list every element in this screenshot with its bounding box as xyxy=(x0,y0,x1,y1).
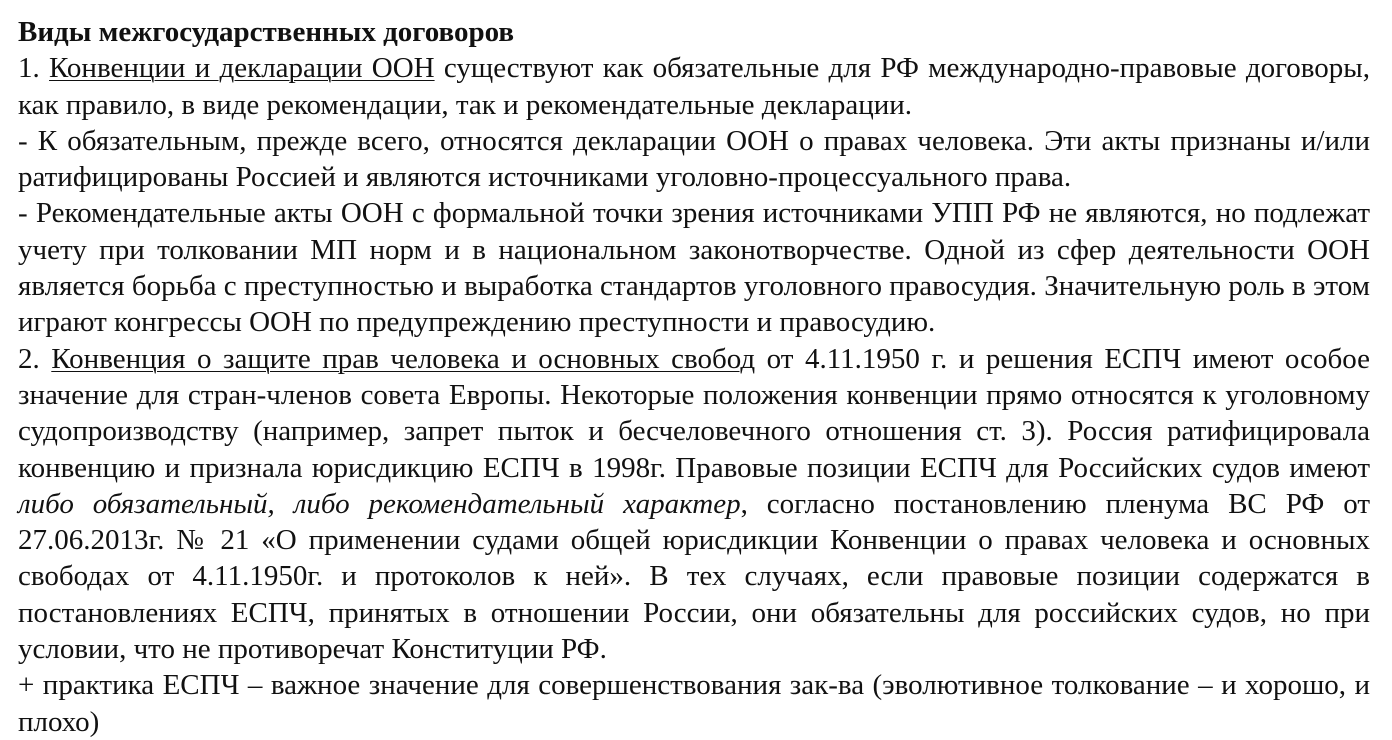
paragraph-2-text-after-italic: , согласно постановлению пленума ВС РФ от 27.06.2013г. № 21 «О применении судами общей юрисдикции Конвенции о правах человека и основных свободах от 4.11.1950г. и протоколов к ней». В тех случаях, если правовые позиции содержатся в постановлениях ЕСПЧ, принятых в отношении России, они обязательны для российских судов, но при условии, что не противоречат Конституции РФ. xyxy=(18,487,1370,666)
paragraph-3: + практика ЕСПЧ – важное значение для совершенствования зак-ва (эволютивное толкование – и хорошо, и плохо) xyxy=(18,669,1370,738)
paragraph-2 xyxy=(18,341,1370,668)
paragraph-1-underlined-term: Конвенции и декларации ООН xyxy=(49,52,435,85)
paragraph-1a: - К обязательным, прежде всего, относятся декларации ООН о правах человека. Эти акты признаны и/или ратифицированы Россией и являются источниками уголовно-процессуального права. xyxy=(18,124,1370,194)
paragraph-2-underlined-term: Конвенция о защите прав человека и основных свобод xyxy=(51,342,756,375)
paragraph-1b: - Рекомендательные акты ООН с формальной точки зрения источниками УПП РФ не являются, но подлежат учету при толковании МП норм и в национальном законотворчестве. Одной из сфер деятельности ООН является борьба с преступностью и выработка стандартов уголовного правосудия. Значительную роль в этом играют конгрессы ООН по предупреждению преступности и правосудию. xyxy=(18,197,1370,339)
paragraph-2-text-before-italic: от 4.11.1950 г. и решения ЕСПЧ имеют особое значение для стран-членов совета Европы. Некоторые положения конвенции прямо относятся к уголовному судопроизводству (например, запрет пыток и бесчеловечного отношения ст. 3). Россия ратифицировала конвенцию и признала юрисдикцию ЕСПЧ в 1998г. Правовые позиции ЕСПЧ для Российских судов имеют xyxy=(18,342,1370,484)
paragraph-1-text: существуют как обязательные для РФ международно-правовые договоры, как правило, в виде рекомендации, так и рекомендательные декларации. xyxy=(18,52,1371,121)
paragraph-2-number: 2. xyxy=(18,342,52,375)
paragraph-1-number: 1. xyxy=(18,52,50,85)
paragraph-2-italic-text: либо обязательный, либо рекомендательный характер xyxy=(18,487,741,520)
paragraph-1 xyxy=(18,50,1370,123)
document-heading: Виды межгосударственных договоров xyxy=(18,16,515,48)
